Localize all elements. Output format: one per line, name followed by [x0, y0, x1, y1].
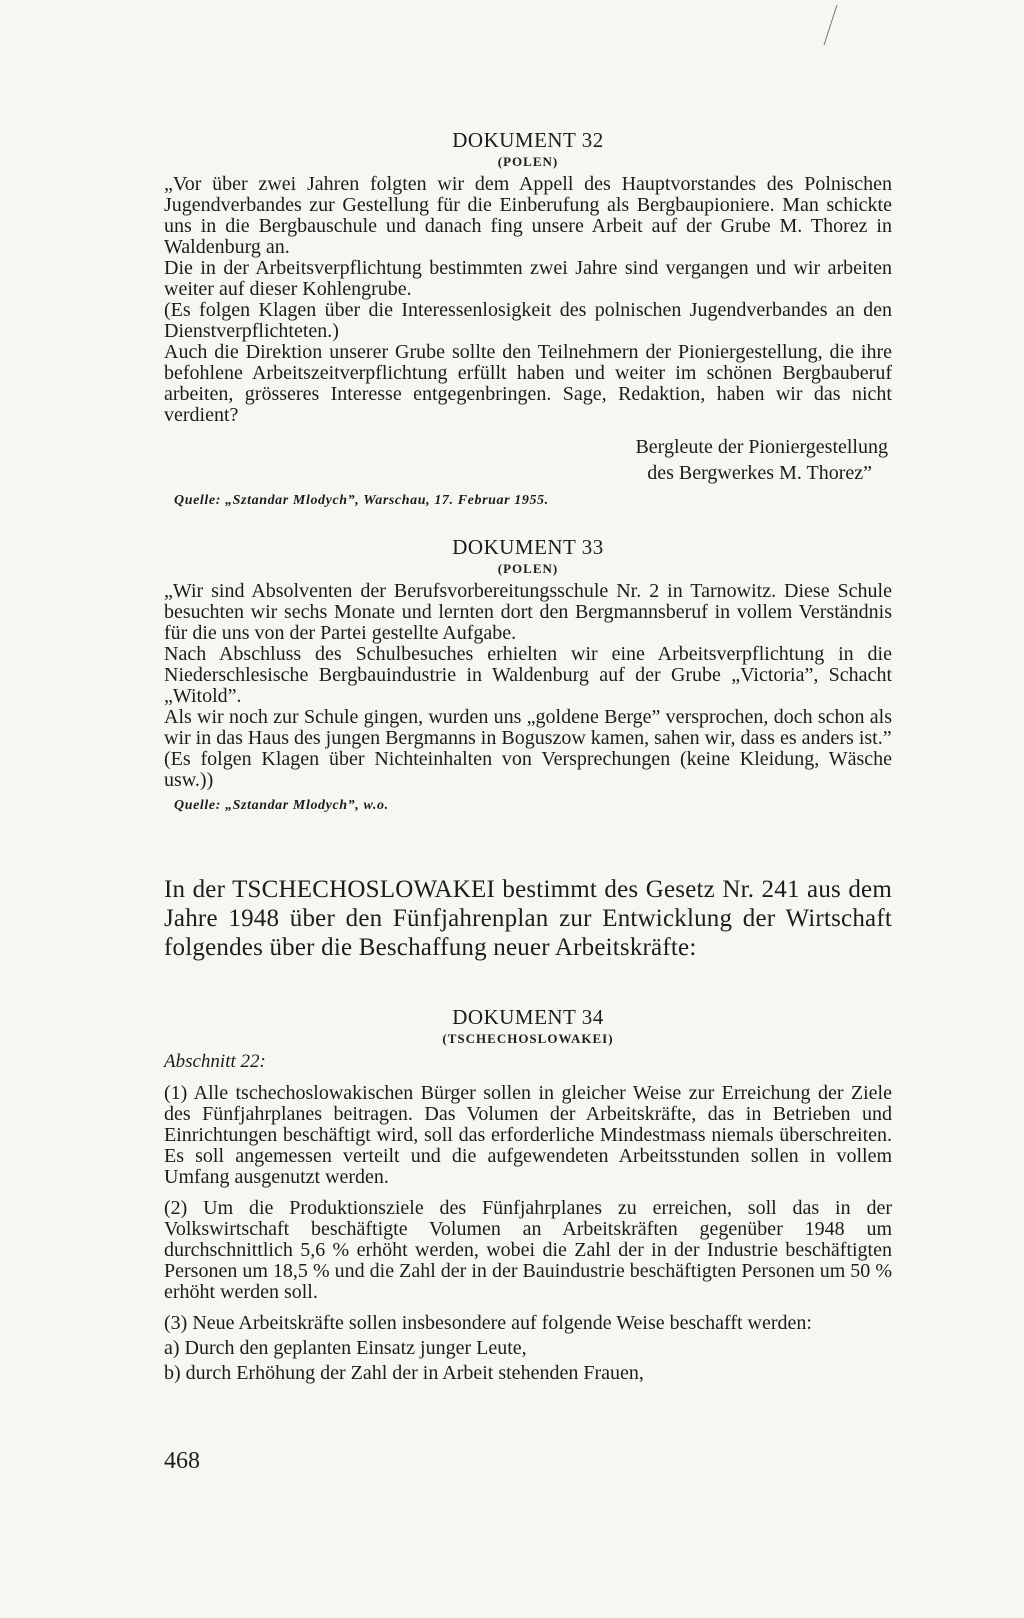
- document-32-paragraph-1: „Vor über zwei Jahren folgten wir dem Appell des Hauptvorstandes des Polnischen Jugendverbandes zur Gestellung für die Einberufung als Bergbaupioniere. Man schickte uns in die Bergbauschule und danach fing unsere Arbeit auf der Grube M. Thorez in Waldenburg an.: [164, 173, 892, 258]
- document-32-signature-line-1: Bergleute der Pioniergestellung: [635, 436, 888, 458]
- document-34-item-2: (2) Um die Produktionsziele des Fünfjahrplanes zu erreichen, soll das in der Volkswirtschaft beschäftigte Volumen an Arbeitskräften gegenüber 1948 um durchschnittlich 5,6 % erhöht werden, wobei die Zahl der in der Industrie beschäftigten Personen um 18,5 % und die Zahl der in der Bauindustrie beschäftigten Personen um 50 % erhöht werden soll.: [164, 1197, 892, 1303]
- document-33-paragraph-2: Nach Abschluss des Schulbesuches erhielten wir eine Arbeitsverpflichtung in die Niederschlesische Bergbauindustrie in Waldenburg auf der Grube „Victoria”, Schacht „Witold”.: [164, 643, 892, 707]
- document-32-paragraph-2: Die in der Arbeitsverpflichtung bestimmten zwei Jahre sind vergangen und wir arbeiten weiter auf dieser Kohlengrube.: [164, 257, 892, 300]
- intro-paragraph: In der TSCHECHOSLOWAKEI bestimmt des Gesetz Nr. 241 aus dem Jahre 1948 über den Fünfjahrenplan zur Entwicklung der Wirtschaft folgendes über die Beschaffung neuer Arbeitskräfte:: [164, 876, 892, 961]
- document-34: [164, 1005, 892, 1384]
- document-34-item-b: b) durch Erhöhung der Zahl der in Arbeit stehenden Frauen,: [164, 1362, 644, 1384]
- document-32: [164, 128, 892, 510]
- document-34-section-label: Abschnitt 22:: [164, 1051, 266, 1072]
- document-32-title: DOKUMENT 32: [452, 128, 604, 152]
- margin-pencil-mark: [824, 5, 838, 45]
- document-33-paragraph-4: (Es folgen Klagen über Nichteinhalten von Versprechungen (keine Kleidung, Wäsche usw.)): [164, 748, 892, 791]
- document-34-item-3: (3) Neue Arbeitskräfte sollen insbesondere auf folgende Weise beschafft werden:: [164, 1312, 812, 1334]
- document-34-title: DOKUMENT 34: [452, 1005, 604, 1029]
- document-34-item-1: (1) Alle tschechoslowakischen Bürger sollen in gleicher Weise zur Erreichung der Ziele des Fünfjahrplanes beitragen. Das Volumen der Arbeitskräfte, das in Betrieben und Einrichtungen beschäftigt wird, soll das erforderliche Mindestmass niemals überschreiten. Es soll angemessen verteilt und die aufgewendeten Arbeitsstunden sollen in vollem Umfang ausgenutzt werden.: [164, 1082, 892, 1188]
- document-32-paragraph-4: Auch die Direktion unserer Grube sollte den Teilnehmern der Pioniergestellung, die ihre befohlene Arbeitszeitverpflichtung erfüllt haben und weiter im schönen Bergbauberuf arbeiten, grösseres Interesse entgegenbringen. Sage, Redaktion, haben wir das nicht verdient?: [164, 341, 892, 426]
- document-33: [164, 535, 892, 815]
- document-32-signature-line-2: des Bergwerkes M. Thorez”: [647, 462, 872, 484]
- document-34-item-a: a) Durch den geplanten Einsatz junger Leute,: [164, 1337, 527, 1359]
- document-33-title: DOKUMENT 33: [452, 535, 604, 559]
- tschechoslowakei-intro: [164, 875, 892, 962]
- document-34-country: (TSCHECHOSLOWAKEI): [442, 1031, 614, 1046]
- page-number: 468: [164, 1448, 200, 1474]
- document-32-source: Quelle: „Sztandar Mlodych”, Warschau, 17. Februar 1955.: [174, 493, 549, 508]
- document-32-country: (POLEN): [497, 154, 559, 169]
- document-33-paragraph-1: „Wir sind Absolventen der Berufsvorbereitungsschule Nr. 2 in Tarnowitz. Diese Schule besuchten wir sechs Monate und lernten dort den Bergmannsberuf in vollem Verständnis für die uns von der Partei gestellte Aufgabe.: [164, 580, 892, 644]
- document-32-paragraph-3: (Es folgen Klagen über die Interessenlosigkeit des polnischen Jugendverbandes an den Dienstverpflichteten.): [164, 299, 892, 342]
- document-33-paragraph-3: Als wir noch zur Schule gingen, wurden uns „goldene Berge” versprochen, doch schon als wir in das Haus des jungen Bergmanns in Boguszow kamen, sahen wir, dass es anders ist.”: [164, 706, 892, 749]
- document-33-country: (POLEN): [497, 561, 559, 576]
- document-33-source: Quelle: „Sztandar Mlodych”, w.o.: [174, 798, 389, 813]
